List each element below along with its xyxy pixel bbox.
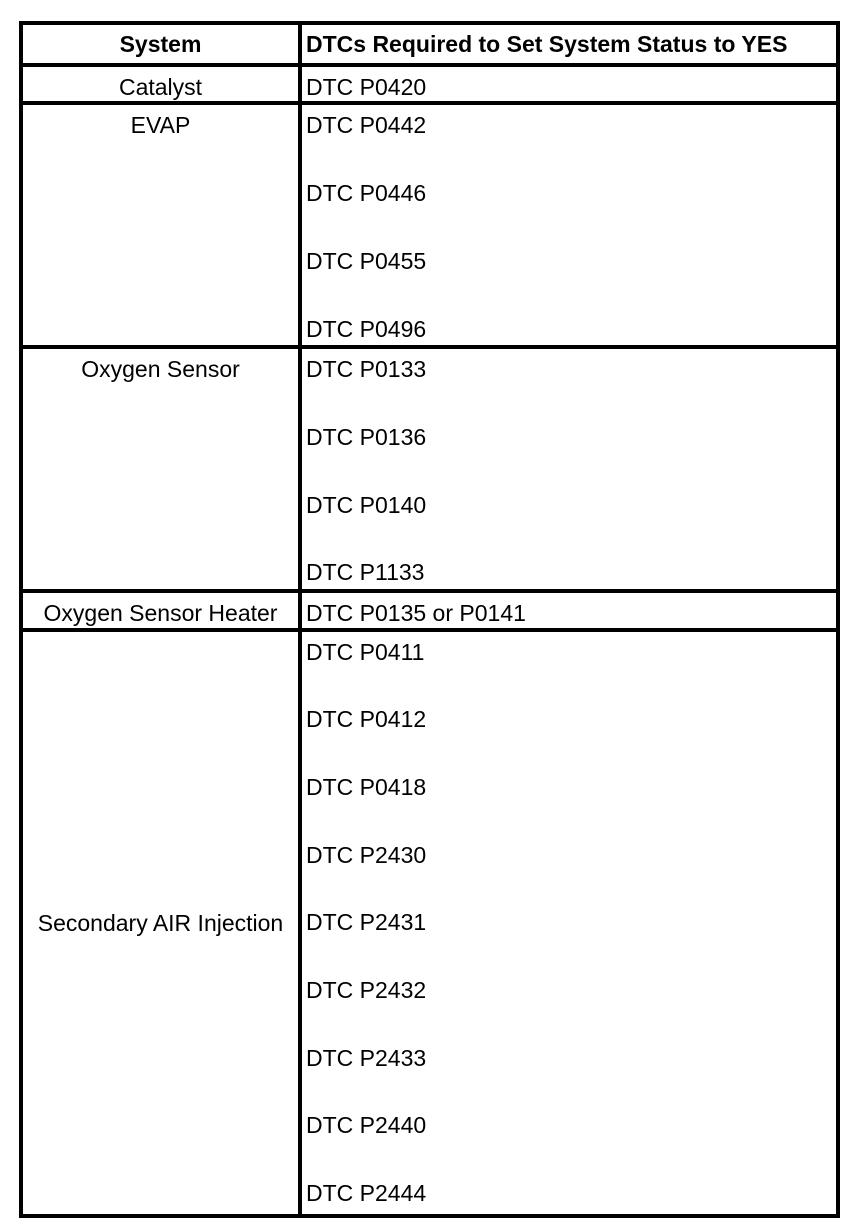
- table-row-oxygen-sensor-heater: [21, 591, 838, 629]
- dtc-code: DTC P2444: [306, 1180, 427, 1207]
- dtc-code: DTC P0140: [306, 491, 427, 518]
- dtc-code: DTC P2431: [306, 909, 427, 936]
- dtc-code: DTC P0418: [306, 774, 427, 801]
- dtc-code: DTC P0455: [306, 247, 427, 274]
- dtc-code: DTC P0420: [306, 74, 427, 100]
- dtc-list-cell: [300, 591, 838, 629]
- dtc-code: DTC P2433: [306, 1044, 427, 1071]
- dtc-code: DTC P0133: [306, 356, 427, 383]
- system-cell: EVAP: [21, 103, 300, 347]
- dtc-code: DTC P2432: [306, 977, 427, 1004]
- dtc-code: DTC P0411: [306, 638, 425, 665]
- dtc-code: DTC P0136: [306, 424, 427, 451]
- system-cell: Catalyst: [21, 65, 300, 103]
- dtcs-column-header: DTCs Required to Set System Status to YES: [300, 23, 838, 65]
- dtc-code: DTC P0412: [306, 706, 427, 733]
- table-row-secondary-air-injection: [21, 630, 838, 1216]
- dtc-code: DTC P2440: [306, 1112, 427, 1139]
- system-column-header: System: [21, 23, 300, 65]
- dtc-system-table: [19, 21, 840, 1218]
- dtc-code: DTC P1133: [306, 559, 425, 586]
- table-row-catalyst: [21, 65, 838, 103]
- dtc-list-cell: [300, 65, 838, 103]
- table-row-oxygen-sensor: [21, 347, 838, 591]
- table-header-row: [21, 23, 838, 65]
- dtc-code: DTC P0446: [306, 180, 427, 207]
- dtc-code: DTC P2430: [306, 841, 427, 868]
- dtc-list-cell: [300, 630, 838, 1216]
- system-cell: Oxygen Sensor Heater: [21, 591, 300, 629]
- dtc-list-cell: [300, 347, 838, 591]
- dtc-code: DTC P0496: [306, 315, 427, 342]
- table-row-evap: [21, 103, 838, 347]
- dtc-code: DTC P0135 or P0141: [306, 600, 526, 627]
- dtc-code: DTC P0442: [306, 112, 427, 139]
- dtc-list-cell: [300, 103, 838, 347]
- system-cell: Oxygen Sensor: [21, 347, 300, 591]
- system-cell: Secondary AIR Injection: [21, 630, 300, 1216]
